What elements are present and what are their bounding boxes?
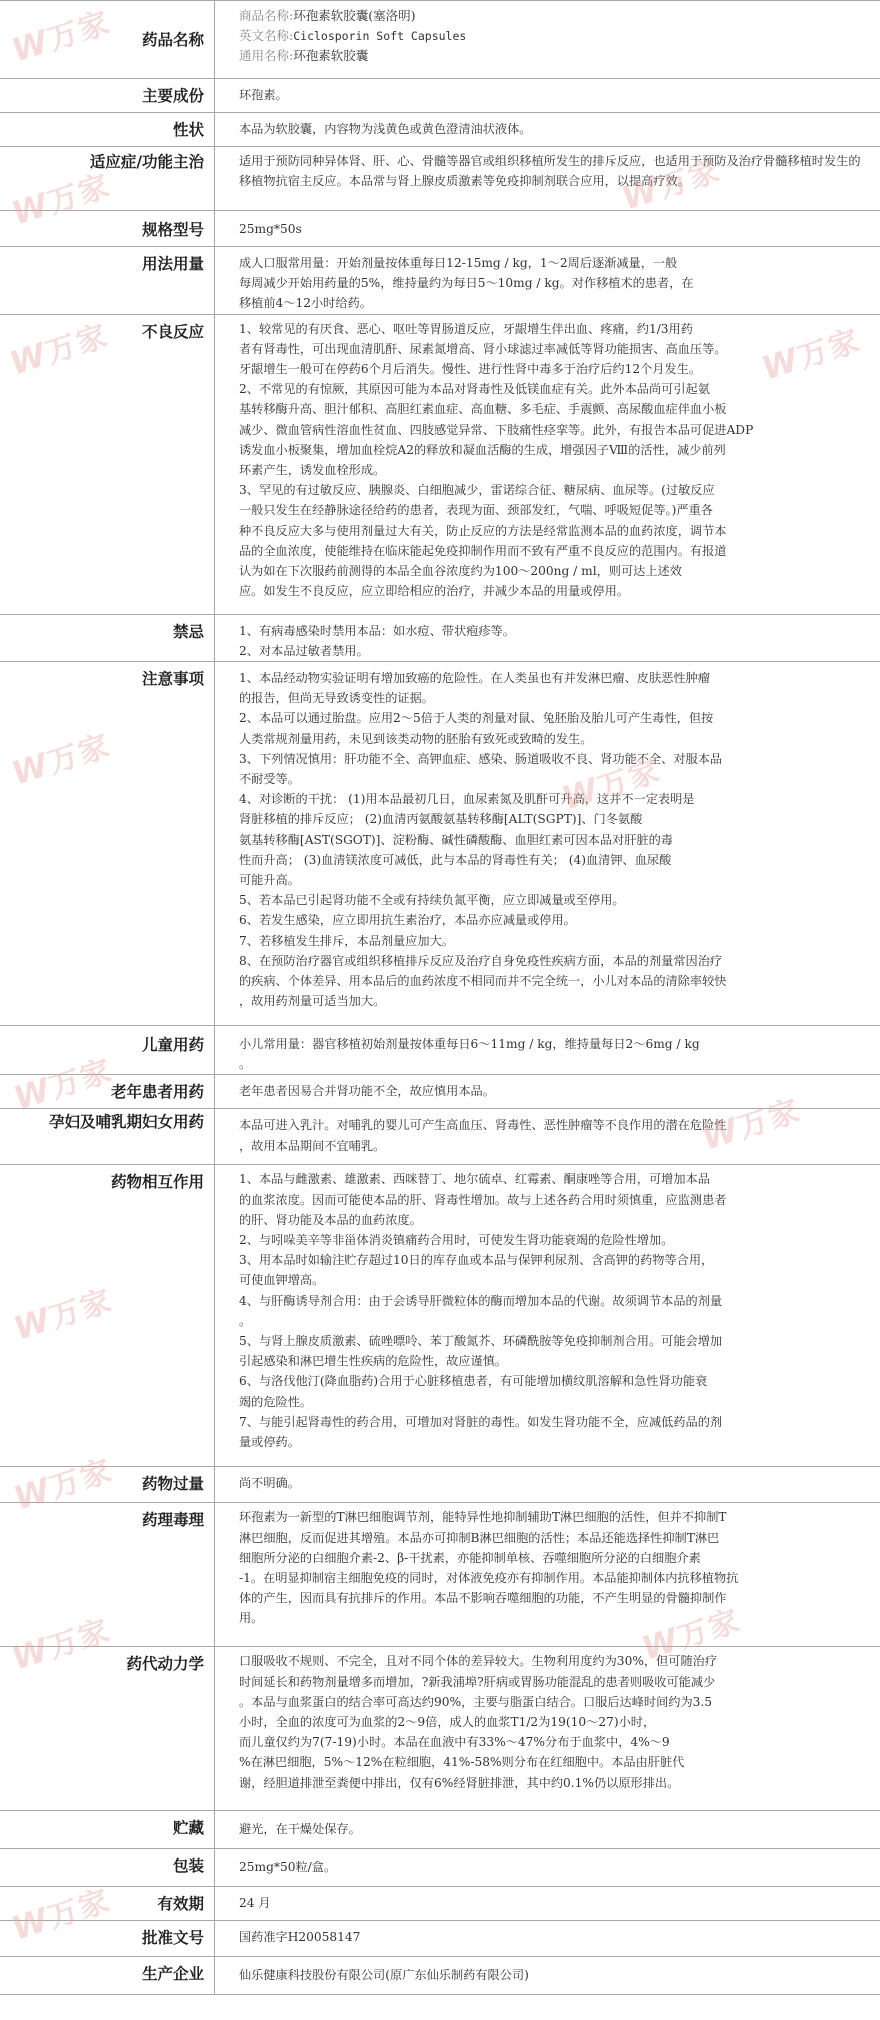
row-label	[0, 1849, 215, 1887]
row-label-text: 注意事项	[141, 669, 204, 689]
info-row	[0, 1503, 880, 1647]
row-label	[0, 1109, 215, 1165]
info-row	[0, 1165, 880, 1467]
row-label-text: 药代动力学	[126, 1654, 204, 1674]
product-names	[215, 1, 880, 79]
row-label	[0, 1887, 215, 1921]
row-label	[0, 1503, 215, 1647]
info-row	[0, 314, 880, 614]
info-row	[0, 1467, 880, 1503]
watermark-logo: W万家	[7, 168, 116, 233]
watermark-logo: W万家	[697, 1093, 806, 1158]
info-row	[0, 147, 880, 211]
row-label	[0, 1647, 215, 1811]
row-value: 老年患者因易合并肾功能不全，故应慎用本品。	[215, 1075, 880, 1109]
row-label	[0, 662, 215, 1026]
row-label-text: 适应症/功能主治	[89, 152, 204, 171]
watermark-logo: W万家	[9, 1453, 118, 1518]
row-value: 24 月	[215, 1887, 880, 1921]
info-row	[0, 1849, 880, 1887]
row-label-text: 孕妇及哺乳期妇女用药	[48, 1112, 204, 1132]
row-label-text: 性状	[172, 120, 204, 139]
watermark-logo: W万家	[7, 1883, 116, 1948]
row-label-text: 有效期	[157, 1894, 204, 1914]
row-value: 小儿常用量：器官移植初始剂量按体重每日6～11mg / kg，维持量每日2～6mg / kg 。	[215, 1026, 880, 1075]
row-label-text: 规格型号	[141, 220, 204, 239]
trade-name-line	[239, 6, 866, 26]
row-label	[0, 211, 215, 247]
info-row	[0, 1075, 880, 1109]
generic-name-value: 环孢素软胶囊	[293, 48, 369, 63]
info-row	[0, 79, 880, 113]
info-row	[0, 1109, 880, 1165]
english-name-key: 英文名称:	[239, 28, 294, 43]
info-row	[0, 1887, 880, 1921]
row-label	[0, 113, 215, 147]
row-label-text: 药理毒理	[141, 1510, 204, 1530]
info-row	[0, 211, 880, 247]
watermark-logo: W万家	[9, 1053, 118, 1118]
row-label	[0, 247, 215, 315]
row-label	[0, 1026, 215, 1075]
row-label-text: 生产企业	[141, 1964, 204, 1984]
row-value: 25mg*50粒/盒。	[215, 1849, 880, 1887]
row-label-text: 用法用量	[141, 254, 204, 273]
watermark-logo: W万家	[757, 323, 866, 388]
row-label	[0, 1921, 215, 1957]
watermark-logo: W万家	[7, 5, 116, 70]
row-value: 1、有病毒感染时禁用本品：如水痘、带状疱疹等。 2、对本品过敏者禁用。	[215, 614, 880, 661]
row-label-text: 禁忌	[172, 621, 204, 641]
info-row	[0, 614, 880, 661]
watermark-logo: W万家	[5, 318, 114, 383]
row-label	[0, 147, 215, 211]
row-value: 口服吸收不规则、不完全，且对不同个体的差异较大。生物利用度约为30%，但可随治疗 时间延长和药物剂量增多而增加，?新我浦埠?肝病或胃肠功能混乱的患者则吸收可能减少 。本品与血浆蛋白的结合率可高达约90%，主要与脂蛋白结合。口服后达峰时间约为3.5 小时，全血的浓度可为血浆的2～9倍，成人的血浆T1/2为19(10～27)小时， 而儿童仅约为7(7-19)小时。本品在血液中有33%～47%分布于血浆中，4%～9 %在淋巴细胞，5%～12%在粒细胞，41%-58%则分布在红细胞中。本品由肝脏代 谢，经胆道排泄至粪便中排出，仅有6%经肾脏排泄，其中约0.1%仍以原形排出。	[215, 1647, 880, 1811]
generic-name-line	[239, 46, 866, 66]
trade-name-value: 环孢素软胶囊(塞洛明)	[293, 8, 416, 23]
row-label	[0, 79, 215, 113]
info-row	[0, 1026, 880, 1075]
row-label-text: 不良反应	[141, 321, 204, 341]
row-value: 本品为软胶囊，内容物为浅黄色或黄色澄清油状液体。	[215, 113, 880, 147]
generic-name-key: 通用名称:	[239, 48, 294, 63]
row-label-text: 老年患者用药	[110, 1082, 204, 1102]
watermark-logo: W万家	[7, 728, 116, 793]
row-label	[0, 1957, 215, 1995]
row-label	[0, 614, 215, 661]
row-label	[0, 1075, 215, 1109]
row-value: 成人口服常用量：开始剂量按体重每日12-15mg / kg，1～2周后逐渐减量，一般 每周减少开始用药量的5%，维持量约为每日5～10mg / kg。对作移植术的患者，在 移植前4～12小时给药。	[215, 247, 880, 315]
row-label-text: 儿童用药	[141, 1035, 204, 1055]
watermark-logo: W万家	[557, 753, 666, 818]
row-value: 适用于预防同种异体肾、肝、心、骨髓等器官或组织移植所发生的排斥反应，也适用于预防及治疗骨髓移植时发生的移植物抗宿主反应。本品常与肾上腺皮质激素等免疫抑制剂联合应用，以提高疗效。	[215, 147, 880, 211]
trade-name-key: 商品名称:	[239, 8, 294, 23]
row-label-text: 主要成份	[141, 86, 204, 105]
row-label-text: 药物相互作用	[110, 1172, 204, 1192]
row-label	[0, 314, 215, 614]
row-label-text: 贮藏	[172, 1818, 204, 1838]
watermark-logo: W万家	[9, 1283, 118, 1348]
row-value: 仙乐健康科技股份有限公司(原广东仙乐制药有限公司)	[215, 1957, 880, 1995]
row-label	[0, 1165, 215, 1467]
row-value: 1、本品经动物实验证明有增加致癌的危险性。在人类虽也有并发淋巴瘤、皮肤恶性肿瘤 的报告，但尚无导致诱变性的证据。 2、本品可以通过胎盘。应用2～5倍于人类的剂量对鼠、兔胚胎及胎儿可产生毒性，但按 人类常规剂量用药，未见到该类动物的胚胎有致死或致畸的发生。 3、下列情况慎用：肝功能不全、高钾血症、感染、肠道吸收不良、肾功能不全、对服本品 不耐受等。 4、对诊断的干扰： (1)用本品最初几日，血尿素氮及肌酐可升高，这并不一定表明是 肾脏移植的排斥反应； (2)血清丙氨酸氨基转移酶[ALT(SGPT)]、门冬氨酸 氨基转移酶[AST(SGOT)]、淀粉酶、碱性磷酸酶、血胆红素可因本品对肝脏的毒 性而升高； (3)血清镁浓度可减低，此与本品的肾毒性有关； (4)血清钾、血尿酸 可能升高。 5、若本品已引起肾功能不全或有持续负氮平衡，应立即减量或至停用。 6、若发生感染，应立即用抗生素治疗，本品亦应减量或停用。 7、若移植发生排斥，本品剂量应加大。 8、在预防治疗器官或组织移植排斥反应及治疗自身免疫性疾病方面，本品的剂量常因治疗 的疾病、个体差异、用本品后的血药浓度不相同而并不完全统一，小儿对本品的清除率较快 ，故用药剂量可适当加大。	[215, 662, 880, 1026]
info-row	[0, 1811, 880, 1849]
row-value: 环孢素为一新型的T淋巴细胞调节剂，能特异性地抑制辅助T淋巴细胞的活性，但并不抑制T 淋巴细胞，反而促进其增殖。本品亦可抑制B淋巴细胞的活性；本品还能选择性抑制T淋巴 细胞所分泌的白细胞介素-2、β-干扰素，亦能抑制单核、吞噬细胞所分泌的白细胞介素 -1。在明显抑制宿主细胞免疫的同时，对体液免疫亦有抑制作用。本品能抑制体内抗移植物抗 体的产生，因而具有抗排斥的作用。本品不影响吞噬细胞的功能，不产生明显的骨髓抑制作 用。	[215, 1503, 880, 1647]
row-value: 国药准字H20058147	[215, 1921, 880, 1957]
row-label	[0, 1811, 215, 1849]
info-row	[0, 662, 880, 1026]
row-value: 1、较常见的有厌食、恶心、呕吐等胃肠道反应，牙龈增生伴出血、疼痛，约1/3用药 者有肾毒性，可出现血清肌酐、尿素氮增高、肾小球滤过率减低等肾功能损害、高血压等。 牙龈增生一般可在停药6个月后消失。慢性、进行性肾中毒多于治疗后约12个月发生。 2、不常见的有惊厥，其原因可能为本品对肾毒性及低镁血症有关。此外本品尚可引起氨 基转移酶升高、胆汁郁积、高胆红素血症、高血糖、多毛症、手震颤、高尿酸血症伴血小板 减少、微血管病性溶血性贫血、四肢感觉异常、下肢痛性痉挛等。此外，有报告本品可促进ADP 诱发血小板聚集，增加血栓烷A2的释放和凝血活酶的生成，增强因子Ⅷ的活性，减少前列 环素产生，诱发血栓形成。 3、罕见的有过敏反应、胰腺炎、白细胞减少，雷诺综合征、糖尿病、血尿等。(过敏反应 一般只发生在经静脉途径给药的患者，表现为面、颈部发红，气喘、呼吸短促等。)严重各 种不良反应大多与使用剂量过大有关，防止反应的方法是经常监测本品的血药浓度，调节本 品的全血浓度，使能维持在临床能起免疫抑制作用而不致有严重不良反应的范围内。有报道 认为如在下次服药前测得的本品全血谷浓度约为100～200ng / ml，则可达上述效 应。如发生不良反应，应立即给相应的治疗，并减少本品的用量或停用。	[215, 314, 880, 614]
watermark-logo: W万家	[637, 1603, 746, 1668]
row-label-text: 包装	[172, 1856, 204, 1876]
watermark-logo: W万家	[617, 153, 726, 218]
english-name-value: Ciclosporin Soft Capsules	[293, 29, 467, 43]
row-value: 25mg*50s	[215, 211, 880, 247]
row-label-text: 药物过量	[141, 1474, 204, 1494]
row-label-text: 药品名称	[141, 30, 204, 49]
info-row	[0, 247, 880, 315]
info-row	[0, 1957, 880, 1995]
info-row	[0, 1921, 880, 1957]
row-label	[0, 1467, 215, 1503]
info-row	[0, 1647, 880, 1811]
row-label-text: 批准文号	[141, 1928, 204, 1948]
row-value: 避光，在干燥处保存。	[215, 1811, 880, 1849]
row-value: 环孢素。	[215, 79, 880, 113]
watermark-logo: W万家	[7, 1613, 116, 1678]
row-value: 尚不明确。	[215, 1467, 880, 1503]
row-product-name	[0, 1, 880, 79]
row-value: 本品可进入乳汁。对哺乳的婴儿可产生高血压、肾毒性、恶性肿瘤等不良作用的潜在危险性 ，故用本品期间不宜哺乳。	[215, 1109, 880, 1165]
row-value: 1、本品与雌激素、雄激素、西咪替丁、地尔硫卓、红霉素、酮康唑等合用，可增加本品 的血浆浓度。因而可能使本品的肝、肾毒性增加。故与上述各药合用时须慎重，应监测患者 的肝、肾功能及本品的血药浓度。 2、与吲哚美辛等非甾体消炎镇痛药合用时，可使发生肾功能衰竭的危险性增加。 3、用本品时如输注贮存超过10日的库存血或本品与保钾利尿剂、含高钾的药物等合用， 可使血钾增高。 4、与肝酶诱导剂合用：由于会诱导肝微粒体的酶而增加本品的代谢。故须调节本品的剂量 。 5、与肾上腺皮质激素、硫唑嘌呤、苯丁酸氮芥、环磷酰胺等免疫抑制剂合用。可能会增加 引起感染和淋巴增生性疾病的危险性，故应谨慎。 6、与洛伐他汀(降血脂药)合用于心脏移植患者，有可能增加横纹肌溶解和急性肾功能衰 竭的危险性。 7、与能引起肾毒性的药合用，可增加对肾脏的毒性。如发生肾功能不全，应减低药品的剂 量或停药。	[215, 1165, 880, 1467]
row-label	[0, 1, 215, 79]
info-row	[0, 113, 880, 147]
english-name-line	[239, 26, 866, 46]
